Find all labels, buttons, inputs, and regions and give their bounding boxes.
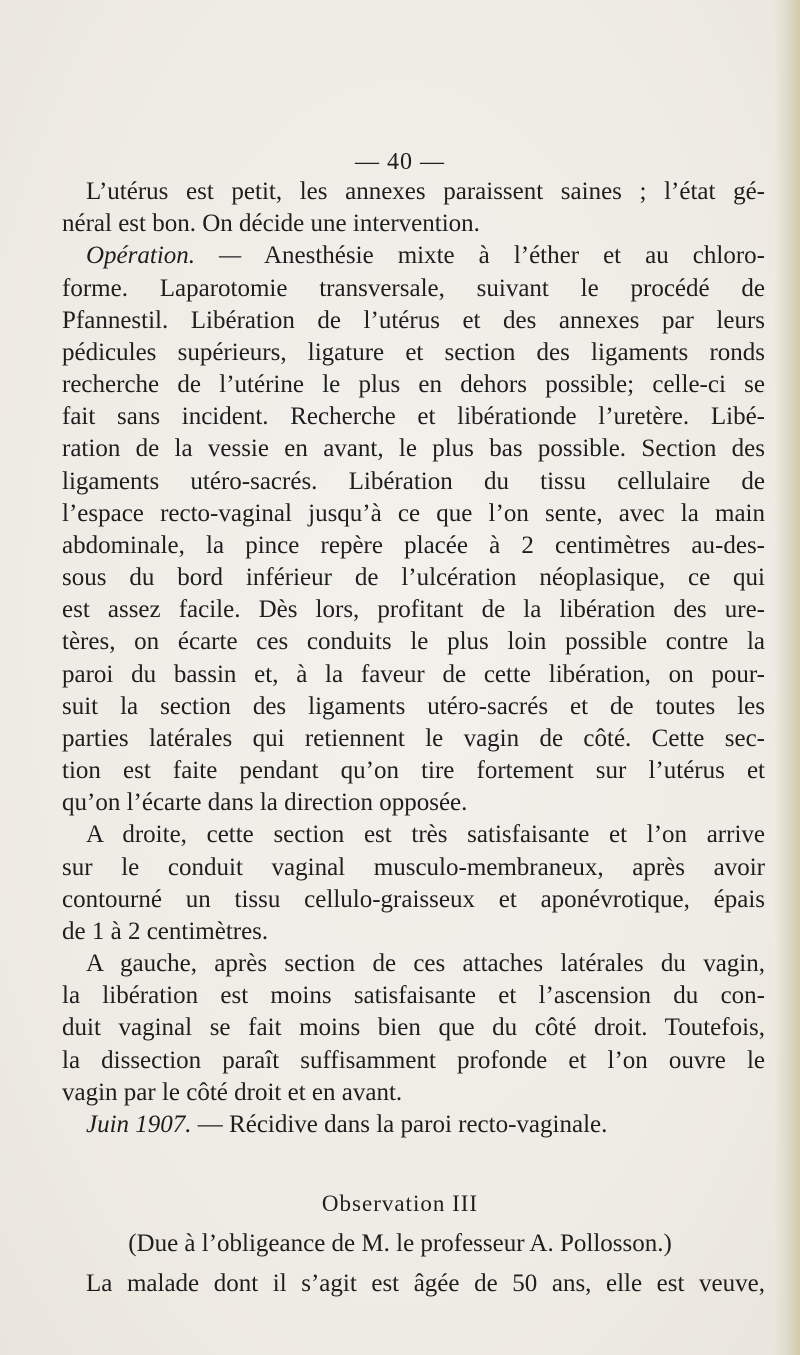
text-line: sous du bord inférieur de l’ulcération néoplasique, ce qui (62, 564, 765, 591)
text-line: contourné un tissu cellulo-graisseux et aponévrotique, épais (62, 886, 765, 913)
text-line: sur le conduit vaginal musculo-membraneux, après avoir (62, 854, 765, 881)
text-line: l’espace recto-vaginal jusqu’à ce que l’on sente, avec la main (62, 500, 765, 527)
text-line: est assez facile. Dès lors, profitant de la libération des ure- (62, 596, 765, 623)
text-line: L’utérus est petit, les annexes paraissent saines ; l’état gé- (86, 178, 765, 205)
observation-heading: Observation III (321, 1191, 479, 1216)
text-line: forme. Laparotomie transversale, suivant le procédé de (62, 275, 765, 302)
text-line: tères, on écarte ces conduits le plus loin possible contre la (62, 628, 765, 655)
text-line: La malade dont il s’agit est âgée de 50 ans, elle est veuve, (86, 1270, 765, 1297)
text-line: fait sans incident. Recherche et libérationde l’uretère. Libé- (62, 403, 765, 430)
text-line: recherche de l’utérine le plus en dehors possible; celle-ci se (62, 371, 765, 398)
text-line: A droite, cette section est très satisfaisante et l’on arrive (86, 821, 765, 848)
text-line: la dissection paraît suffisamment profonde et l’on ouvre le (62, 1047, 765, 1074)
text-line: Pfannestil. Libération de l’utérus et des annexes par leurs (62, 307, 765, 334)
operation-label: Opération. — (86, 242, 242, 269)
text-line: qu’on l’écarte dans la direction opposée. (62, 789, 468, 816)
text-line-date (86, 1110, 765, 1140)
text-line: duit vaginal se fait moins bien que du côté droit. Toutefois, (62, 1014, 765, 1041)
page-edge-stain (774, 0, 800, 1355)
text-span: — Récidive dans la paroi recto-vaginale. (197, 1111, 608, 1138)
text-line: pédicules supérieurs, ligature et section des ligaments ronds (62, 339, 765, 366)
text-line: ration de la vessie en avant, le plus bas possible. Section des (62, 435, 765, 462)
text-line: paroi du bassin et, à la faveur de cette libération, on pour- (62, 661, 765, 688)
observation-credit: (Due à l’obligeance de M. le professeur A. Pollosson.) (128, 1230, 672, 1257)
text-line: suit la section des ligaments utéro-sacrés et de toutes les (62, 693, 765, 720)
text-line: la libération est moins satisfaisante et l’ascension du con- (62, 982, 765, 1009)
text-line: abdominale, la pince repère placée à 2 centimètres au-des- (62, 532, 765, 559)
text-line: de 1 à 2 centimètres. (62, 918, 269, 945)
page-number: — 40 — (355, 149, 445, 175)
date-label: Juin 1907. (86, 1111, 192, 1138)
text-line: tion est faite pendant qu’on tire fortement sur l’utérus et (62, 757, 765, 784)
text-line: ligaments utéro-sacrés. Libération du tissu cellulaire de (62, 468, 765, 495)
text-line: néral est bon. On décide une intervention. (62, 210, 480, 237)
text-line: vagin par le côté droit et en avant. (62, 1079, 403, 1106)
text-line: A gauche, après section de ces attaches latérales du vagin, (86, 950, 765, 977)
text-line-operation (86, 241, 765, 271)
text-span: Anesthésie mixte à l’éther et au chloro- (263, 242, 766, 269)
text-line: parties latérales qui retiennent le vagin de côté. Cette sec- (62, 725, 765, 752)
